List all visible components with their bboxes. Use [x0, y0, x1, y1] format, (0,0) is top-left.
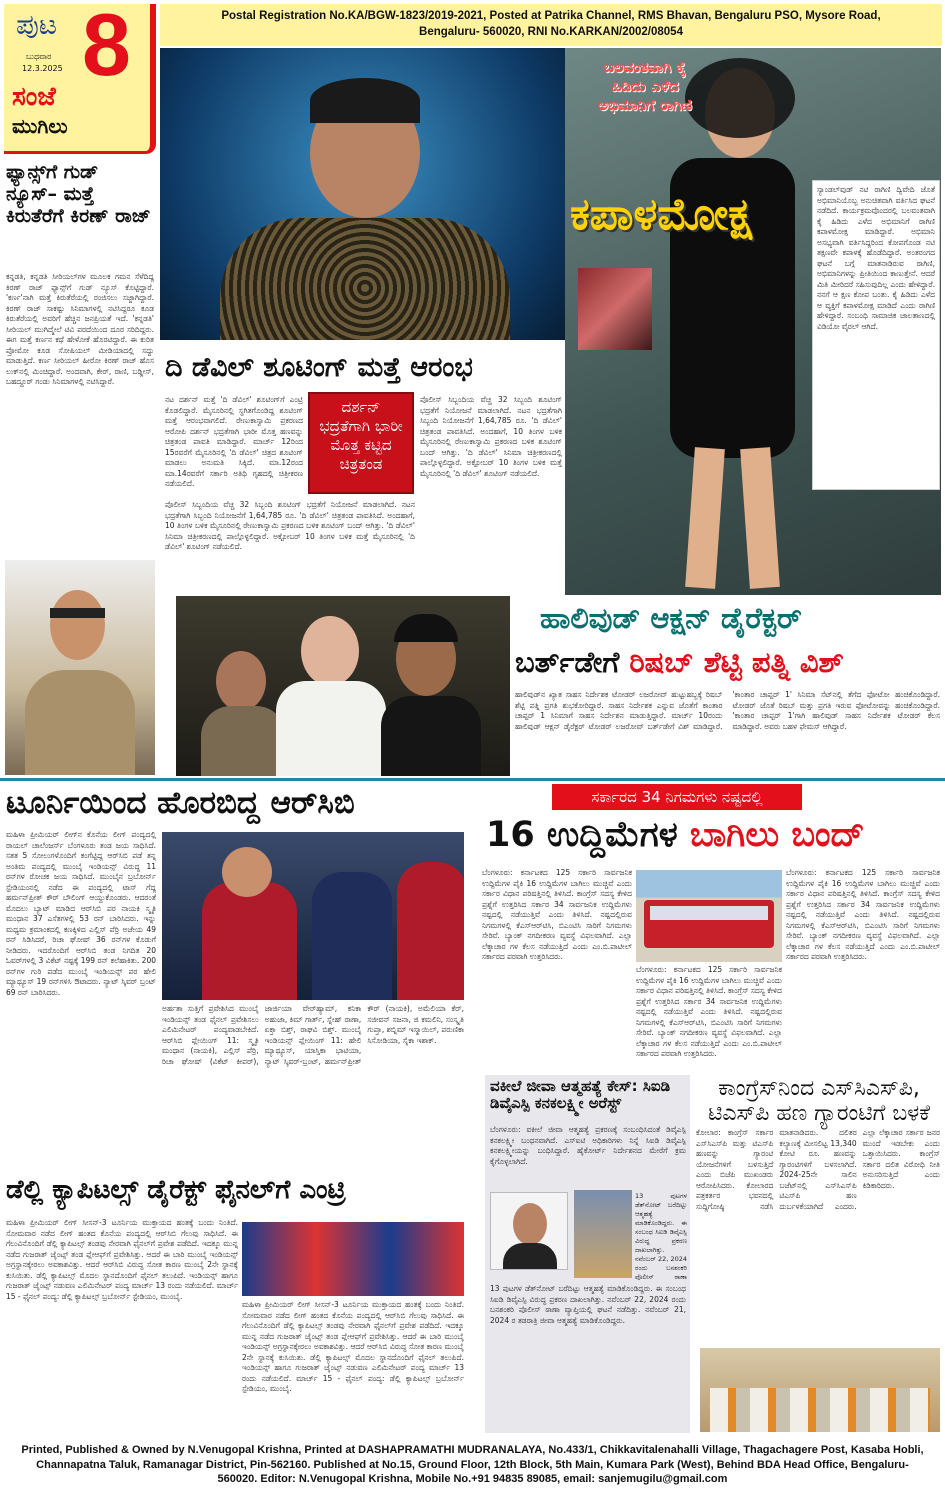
boards-headline — [486, 815, 864, 855]
boards-headline-a: 16 ಉದ್ದಿಮೆಗಳ — [486, 815, 690, 855]
paper-name-1: ಸಂಜೆ — [12, 82, 56, 112]
devil-body-left: ನಟ ದರ್ಶನ್ ಮತ್ತೆ 'ದಿ ಡೆವಿಲ್' ಶೂಟಿಂಗ್‌ಗೆ ಎಂಟ್ರಿ ಕೊಡಲಿದ್ದಾರೆ. ಮೈಸೂರಿನಲ್ಲಿ ಸ್ಥಗಿತಗೊಂಡಿದ್ದ ಶೂಟಿಂಗ್ ಮತ್ತೆ ಆರಂಭವಾಗಲಿದೆ. ರೇಣುಕಾಸ್ವಾಮಿ ಪ್ರಕರಣದ ಆರೋಪಿ ದರ್ಶನ್ ಭದ್ರತೆಗಾಗಿ ಭಾರೀ ಮೊತ್ತ ಹಣವನ್ನು ಚಿತ್ರತಂಡ ಪಾವತಿ ಮಾಡಿದ್ದಾರೆ. ಮಾರ್ಚ್ 12ರಿಂದ 15ರವರೆಗೆ ಮೈಸೂರಿನಲ್ಲಿ 'ದಿ ಡೆವಿಲ್' ಚಿತ್ರದ ಶೂಟಿಂಗ್ ಮಾಡಲು ಅನುಮತಿ ಸಿಕ್ಕಿದೆ. ಮಾ.12ರಂದ ಮಾ.14ರವರೆಗೆ ಸರ್ಕಾರಿ ಅತಿಥಿ ಗೃಹದಲ್ಲಿ ಚಿತ್ರೀಕರಣ ನಡೆಯಲಿದೆ. — [165, 395, 303, 488]
rishab-headline-2 — [515, 646, 844, 679]
congress-headline: ಕಾಂಗ್ರೆಸ್‌ನಿಂದ ಎಸ್‌ಸಿಎಸ್‌ಪಿ, ಟಿಎಸ್‌ಪಿ ಹಣ ಗ್ಯಾರಂಟಿಗೆ ಬಳಕೆ — [707, 1076, 931, 1127]
kiran-raj-photo — [5, 560, 155, 775]
ragini-kicker: ಬಲವಂತವಾಗಿ ಕೈ ಹಿಡಿದು ಎಳೆದ ಅಭಿಮಾನಿಗೆ ರಾಗಿಣಿ — [598, 58, 692, 114]
boards-body-3: ಬೆಂಗಳೂರು: ಕರ್ನಾಟಕದ 125 ಸರ್ಕಾರಿ ಸಾರ್ವಜನಿಕ ಉದ್ದಿಮೆಗಳ ಪೈಕಿ 16 ಉದ್ದಿಮೆಗಳ ಬಾಗಿಲು ಮುಚ್ಚಿವೆ ಎಂದು ಸರ್ಕಾರ ವಿಧಾನ ಪರಿಷತ್ತಿನಲ್ಲಿ ತಿಳಿಸಿದೆ. ಕಾಂಗ್ರೆಸ್ ಸದಸ್ಯ ಕೇಳಿದ ಪ್ರಶ್ನೆಗೆ ಉತ್ತರಿಸಿದ ಸರ್ಕಾರ 34 ಸಾರ್ವಜನಿಕ ಉದ್ದಿಮೆಗಳು ನಷ್ಟದಲ್ಲಿ ನಡೆಯುತ್ತಿವೆ ಎಂದು ತಿಳಿಸಿದೆ. ನಷ್ಟದಲ್ಲಿರುವ ನಿಗಮಗಳಲ್ಲಿ ಕೆಎಸ್ಆರ್‌ಟಿಸಿ, ಬಿಎಂಟಿಸಿ ಸಾರಿಗೆ ನಿಗಮಗಳು ಸೇರಿವೆ. ಬ್ಯಾಂಕ್ ನಗದೀಕರಣ ವ್ಯವಸ್ಥೆ ವಿಫಲವಾಗಿದೆ. ಎಲ್ಲಾ ಲೆಕ್ಕಾಚಾರ ಗಳ ಕೆಲಸ ನಡೆಯುತ್ತಿದೆ ಎಂದು ಎಂ.ಬಿ.ಪಾಟೀಲ್ ಸರ್ಕಾರದ ಪರವಾಗಿ ಉತ್ತರಿಸಿದರು. — [786, 868, 940, 961]
page-word: ಪುಟ — [16, 8, 58, 41]
kiran-headline: ಫ್ಯಾನ್ಸ್‌ಗೆ ಗುಡ್ ನ್ಯೂಸ್– ಮತ್ತೆ ಕಿರುತೆರೆಗೆ ಕಿರಣ್ ರಾಜ್ — [6, 161, 151, 227]
rishab-body: ಹಾಲಿವುಡ್‌ನ ಖ್ಯಾತ ಸಾಹಸ ನಿರ್ದೇಶಕ ಟೋಡರ್ ಲಜರೋವ್ ಹುಟ್ಟುಹಬ್ಬಕ್ಕೆ ರಿಷಬ್ ಶೆಟ್ಟಿ ಪತ್ನಿ ಪ್ರಗತಿ ಶುಭಕೋರಿದ್ದಾರೆ. ಸಾಹಸ ನಿರ್ದೇಶಕ ಎನ್ನುವ ಜೊತೆಗೆ ಕಾಂತಾರ ಚಾಪ್ಟರ್ 1 ಸಿನಿಮಾಗೆ ಸಾಹಸ ನಿರ್ದೇಶನ ಮಾಡುತ್ತಿದ್ದಾರೆ. ಮಾರ್ಚ್ 10ರಂದು ಹಾಲಿವುಡ್ ಆಕ್ಷನ್ ಡೈರೆಕ್ಟರ್ ಟೋಡರ್ ಲಜರೋವ್ ಬರ್ತ್‌ಡೇಗೆ ವಿಶ್ ಮಾಡಿದ್ದಾರೆ. 'ಕಾಂತಾರ ಚಾಪ್ಟರ್ 1' ಸಿನಿಮಾ ಸೆಟ್‌ನಲ್ಲಿ ತೆಗೆದ ಫೋಟೋ ಹಂಚಿಕೊಂಡಿದ್ದಾರೆ. ಟೋಡರ್ ಜೊತೆ ರಿಷಬ್ ಮತ್ತು ಪ್ರಗತಿ ಇರುವ ಫೋಟೋವನ್ನು ಹಂಚಿಕೊಂಡಿದ್ದಾರೆ. 'ಕಾಂತಾರ ಚಾಪ್ಟರ್ 1'ಗಾಗಿ ಹಾಲಿವುಡ್ ಸಾಹಸ ನಿರ್ದೇಶಕ ಟೋಡರ್ ಕೆಲಸ ಮಾಡಿದ್ದಾರೆ. ಅವರು ಬಹಳ ಫೇಮಸ್ ಆಗಿದ್ದಾರೆ. — [515, 690, 940, 731]
devil-body-right: ಪೊಲೀಸ್ ಸಿಬ್ಬಂದಿಯ ವೆಚ್ಚ 32 ಸಿಬ್ಬಂದಿ ಶೂಟಿಂಗ್ ಭದ್ರತೆಗೆ ನಿಯೋಜನೆ ಮಾಡಲಾಗಿದೆ. ನಟನ ಭದ್ರತೆಗಾಗಿ ಸಿಬ್ಬಂದಿ ನಿಯೋಜನೆಗೆ 1,64,785 ರೂ. 'ದಿ ಡೆವಿಲ್' ಚಿತ್ರತಂಡ ಪಾವತಿಸಿದೆ. ಅಂದಹಾಗೆ, 10 ತಿಂಗಳ ಬಳಿಕ ಮೈಸೂರಿನಲ್ಲಿ ರೇಣುಕಾಸ್ವಾಮಿ ಪ್ರಕರಣದ ಬಳಿಕ ಶೂಟಿಂಗ್ ಬಂದ್ ಆಗಿತ್ತು. 'ದಿ ಡೆವಿಲ್' ಸಿನಿಮಾ ಚಿತ್ರೀಕರಣದಲ್ಲಿ ಪಾಲ್ಗೊಳ್ಳಲಿದ್ದಾರೆ. ಅಕ್ಟೋಬರ್ 10 ತಿಂಗಳ ಬಳಿಕ ಮತ್ತೆ ಮೈಸೂರಿನಲ್ಲಿ 'ದಿ ಡೆವಿಲ್' ಶೂಟಿಂಗ್ ನಡೆಯಲಿದೆ. — [420, 395, 562, 478]
congress-photo — [700, 1348, 940, 1432]
boards-kicker: ಸರ್ಕಾರದ 34 ನಿಗಮಗಳು ನಷ್ಟದಲ್ಲಿ — [552, 784, 802, 810]
masthead — [4, 0, 156, 154]
jeeva-photo — [490, 1192, 568, 1270]
boards-headline-b: ಬಾಗಿಲು ಬಂದ್ — [689, 815, 865, 855]
rcb-body-bottom: ಅರ್ಹತಾ ಸುತ್ತಿಗೆ ಪ್ರವೇಶಿಸಿದ ಮುಂಬೈ ಇಂಡಿಯನ್ಸ್ ತಂಡ ಫೈನಲ್ ಪ್ರವೇಶಿಸಲು ಎಲಿಮಿನೇಟರ್ ಪಂದ್ಯವಾಡಬೇಕಿದೆ. ಆರ್‌ಸಿಬಿ ಪ್ಲೇಯಿಂಗ್ 11: ಸ್ಮೃತಿ ಮಂಧಾನ (ನಾಯಕಿ), ಎಲ್ಲಿಸ್ ಪೆರ್ರಿ, ರಿಚಾ ಘೋಷ್ (ವಿಕೆಟ್ ಕೀಪರ್), ಜಾರ್ಜಿಯಾ ವೇರ್‌ಹ್ಯಾಮ್, ಕನಿಕಾ ಅಹುಜಾ, ಕಿಮ್ ಗಾರ್ತ್, ಸ್ನೇಹ್ ರಾಣಾ, ಏಕ್ತಾ ಬಿಶ್ತ್, ರಾಘವಿ ಬಿಶ್ತ್. ಮುಂಬೈ ಇಂಡಿಯನ್ಸ್ ಪ್ಲೇಯಿಂಗ್ 11: ಹೇಲಿ ಮ್ಯಾಥ್ಯೂಸ್, ಯಾಸ್ತಿಕಾ ಭಾಟಿಯಾ, ನ್ಯಾಟ್ ಸ್ಕಿವರ್-ಬ್ರಂಟ್, ಹರ್ಮನ್‌ಪ್ರೀತ್ ಕೌರ್ (ನಾಯಕಿ), ಅಮೆಲಿಯಾ ಕೆರ್, ಸಜೀವನ್ ಸಜನಾ, ಜಿ ಕಮಲಿನಿ, ಸಂಸ್ಕೃತಿ ಗುಪ್ತಾ, ಶಬ್ನಿಮ್ ಇಸ್ಮಾಯಿಲ್, ಪರುಣಿಕಾ ಸಿಸೋಡಿಯಾ, ಸೈಕಾ ಇಶಾಕ್. — [162, 1004, 464, 1066]
darshan-photo — [160, 48, 565, 340]
delhi-body: ಮಹಿಳಾ ಪ್ರೀಮಿಯರ್ ಲೀಗ್ ಸೀಸನ್-3 ಟೂರ್ನಿಯ ಮುಕ್ತಾಯದ ಹಂತಕ್ಕೆ ಬಂದು ನಿಂತಿದೆ. ಸೋಮವಾರ ನಡೆದ ಲೀಗ್ ಹಂತದ ಕೊನೆಯ ಪಂದ್ಯದಲ್ಲಿ ಆರ್‌ಸಿಬಿ ಗೆಲುವು ಸಾಧಿಸಿದೆ. ಈ ಗೆಲುವಿನೊಂದಿಗೆ ಡೆಲ್ಲಿ ಕ್ಯಾಪಿಟಲ್ಸ್ ತಂಡವು ನೇರವಾಗಿ ಫೈನಲ್‌ಗೆ ಪ್ರವೇಶ ಪಡೆದಿದೆ. ಇದಕ್ಕೂ ಮುನ್ನ ನಡೆದ ಗುಜರಾತ್ ಜೈಂಟ್ಸ್ ತಂಡ ಪ್ಲೇಆಫ್‌ಗೆ ಪ್ರವೇಶಿಸಿತ್ತು. ಆದರೆ ಈ ಬಾರಿ ಮುಂಬೈ ಇಂಡಿಯನ್ಸ್ ಅಗ್ರಸ್ಥಾನಕ್ಕೇರಲು ಅವಕಾಶವಿತ್ತು. ಆದರೆ ಆರ್‌ಸಿಬಿ ವಿರುದ್ಧ ಸೋತ ಕಾರಣ ಮುಂಬೈ 2ನೇ ಸ್ಥಾನಕ್ಕೆ ಕುಸಿಯಿತು. ಡೆಲ್ಲಿ ಕ್ಯಾಪಿಟಲ್ಸ್ ಮೊದಲ ಸ್ಥಾನದೊಂದಿಗೆ ಫೈನಲ್ ತಲುಪಿದೆ. ಇಂಡಿಯನ್ಸ್ ಹಾಗೂ ಗುಜರಾತ್ ಜೈಂಟ್ಸ್ ನಡುವಣ ಎಲಿಮಿನೇಟರ್ ಪಂದ್ಯ ಮಾರ್ಚ್ 13 ರಂದು ನಡೆಯಲಿದೆ. ಮಾರ್ಚ್ 15 - ಫೈನಲ್ ಪಂದ್ಯ: ಡೆಲ್ಲಿ ಕ್ಯಾಪಿಟಲ್ಸ್ ಬ್ರಬೋರ್ನ್ ಸ್ಟೇಡಿಯಂ, ಮುಂಬೈ. — [6, 1218, 238, 1301]
rishab-headline-1: ಹಾಲಿವುಡ್ ಆಕ್ಷನ್ ಡೈರೆಕ್ಟರ್ — [540, 601, 802, 635]
congress-body: ಕೋಲಾರ: ಕಾಂಗ್ರೆಸ್ ಸರ್ಕಾರ ಎಸ್‌ಸಿಎಸ್‌ಪಿ ಮತ್ತು ಟಿಎಸ್‌ಪಿ ಹಣವನ್ನು ಗ್ಯಾರಂಟಿ ಯೋಜನೆಗಳಿಗೆ ಬಳಸುತ್ತಿದೆ ಎಂದು ಬಿಜೆಪಿ ಮುಖಂಡರು ಆರೋಪಿಸಿದರು. ಕೋಲಾರದ ಪತ್ರಕರ್ತರ ಭವನದಲ್ಲಿ ಸುದ್ದಿಗೋಷ್ಠಿ ನಡೆಸಿ ಮಾತನಾಡಿದರು. ದಲಿತರ ಕಲ್ಯಾಣಕ್ಕೆ ಮೀಸಲಿಟ್ಟ 13,340 ಕೋಟಿ ರೂ. ಹಣವನ್ನು ಗ್ಯಾರಂಟಿಗಳಿಗೆ ಬಳಸಲಾಗಿದೆ. 2024-25ನೇ ಸಾಲಿನ ಬಜೆಟ್‌ನಲ್ಲಿ ಎಸ್‌ಸಿಎಸ್‌ಪಿ ಟಿಎಸ್‌ಪಿ ಹಣ ದುರ್ಬಳಕೆಯಾಗಿದೆ ಎಂದರು. ಎಲ್ಲಾ ಲೆಕ್ಕಾಚಾರ ಸರ್ಕಾರ ಜನರ ಮುಂದೆ ಇಡಬೇಕು ಎಂದು ಒತ್ತಾಯಿಸಿದರು. ಕಾಂಗ್ರೆಸ್ ಸರ್ಕಾರ ದಲಿತ ವಿರೋಧಿ ನೀತಿ ಅನುಸರಿಸುತ್ತಿದೆ ಎಂದು ಕಿಡಿಕಾರಿದರು. — [696, 1128, 940, 1211]
delhi-photo — [242, 1222, 464, 1296]
jeeva-headline: ವಕೀಲೆ ಜೀವಾ ಆತ್ಮಹತ್ಯೆ ಕೇಸ್: ಸಿಐಡಿ ಡಿವೈಎಸ್ಪಿ ಕನಕಲಕ್ಷ್ಮೀ ಅರೆಸ್ಟ್ — [490, 1077, 671, 1113]
devil-callout: ದರ್ಶನ್ ಭದ್ರತೆಗಾಗಿ ಭಾರೀ ಮೊತ್ತ ಕಟ್ಟಿದ ಚಿತ್ರತಂಡ — [308, 392, 414, 494]
issue-date: 12.3.2025 — [22, 64, 63, 73]
kiran-body: ಕನ್ನಡತಿ, ಕನ್ನಡತಿ ಸೀರಿಯಲ್‌ಗಳ ಮೂಲಕ ಗಮನ ಸೆಳೆದಿದ್ದ ಕಿರಣ್ ರಾಜ್ ಫ್ಯಾನ್ಸ್‌ಗೆ ಗುಡ್ ನ್ಯೂಸ್ ಕೊಟ್ಟಿದ್ದಾರೆ. 'ಕರ್ಣ'ನಾಗಿ ಮತ್ತೆ ಕಿರುತೆರೆಯಲ್ಲಿ ರಂಜಿಸಲು ಸಜ್ಜಾಗಿದ್ದಾರೆ. ಕಿರಣ್ ರಾಜ್ ಸಾಕಷ್ಟು ಸಿನಿಮಾಗಳಲ್ಲಿ ನಟಿಸಿದ್ದರೂ ಕೂಡ ಕಿರುತೆರೆಯಲ್ಲಿ ಅವರಿಗೆ ಹೆಚ್ಚಿನ ಜನಪ್ರಿಯತೆ ಇದೆ. 'ಕನ್ನಡತಿ' ಸೀರಿಯಲ್ ಮುಗಿದ್ಮೇಲೆ ಟಿವಿ ಪರದೆಯಿಂದ ದೂರ ಸರಿದಿದ್ದರು. ಈಗ ಮತ್ತೆ ಕರ್ಣನ ಕಥೆ ಹೇಳೋಕೆ ಹೊರಟಿದ್ದಾರೆ. ಈ ಕುರಿತ ಪ್ರೋಮೋ ಕೂಡ ಸೋಷಿಯಲ್ ಮೀಡಿಯಾದಲ್ಲಿ ಸದ್ದು ಮಾಡುತ್ತಿದೆ. ಕರ್ಣ ಸೀರಿಯಲ್ ಹೀರೋ ಕಿರಣ್ ರಾಜ್ ಹೊಸ ಲುಕ್‌ನಲ್ಲಿ ಮಿಂಚಿದ್ದಾರೆ. ಅಂದವಾಗಿ, ಕೇರ್, ರಾಣಿ, ಬಡ್ಡೀಸ್, ಬಹದ್ದೂರ್ ಗಂಡು ಸಿನಿಮಾಗಳಲ್ಲಿ ನಟಿಸಿದ್ದಾರೆ. — [6, 272, 154, 386]
rcb-photo — [162, 832, 464, 1000]
jeeva-body: ಬೆಂಗಳೂರು: ವಕೀಲೆ ಜೀವಾ ಆತ್ಮಹತ್ಯೆ ಪ್ರಕರಣಕ್ಕೆ ಸಂಬಂಧಿಸಿದಂತೆ ಡಿವೈಎಸ್ಪಿ ಕನಕಲಕ್ಷ್ಮೀ ಬಂಧನವಾಗಿದೆ. ಎಸ್‌ಐಟಿ ಅಧಿಕಾರಿಗಳು ನಿನ್ನೆ ಸಿಐಡಿ ಡಿವೈಎಸ್ಪಿ ಕನಕಲಕ್ಷ್ಮೀಯನ್ನು ಬಂಧಿಸಿದ್ದಾರೆ. ಹೈಕೋರ್ಟ್ ನಿರ್ದೇಶನದ ಮೇರೆಗೆ ಕ್ರಮ ಕೈಗೊಳ್ಳಲಾಗಿದೆ. — [490, 1125, 686, 1166]
devil-body-left2: ಪೊಲೀಸ್ ಸಿಬ್ಬಂದಿಯ ವೆಚ್ಚ 32 ಸಿಬ್ಬಂದಿ ಶೂಟಿಂಗ್ ಭದ್ರತೆಗೆ ನಿಯೋಜನೆ ಮಾಡಲಾಗಿದೆ. ನಟನ ಭದ್ರತೆಗಾಗಿ ಸಿಬ್ಬಂದಿ ನಿಯೋಜನೆಗೆ 1,64,785 ರೂ. 'ದಿ ಡೆವಿಲ್' ಚಿತ್ರತಂಡ ಪಾವತಿಸಿದೆ. ಅಂದಹಾಗೆ, 10 ತಿಂಗಳ ಬಳಿಕ ಮೈಸೂರಿನಲ್ಲಿ ರೇಣುಕಾಸ್ವಾಮಿ ಪ್ರಕರಣದ ಬಳಿಕ ಶೂಟಿಂಗ್ ಬಂದ್ ಆಗಿತ್ತು. 'ದಿ ಡೆವಿಲ್' ಸಿನಿಮಾ ಚಿತ್ರೀಕರಣದಲ್ಲಿ ಪಾಲ್ಗೊಳ್ಳಲಿದ್ದಾರೆ. ಅಕ್ಟೋಬರ್ 10 ತಿಂಗಳ ಬಳಿಕ ಮತ್ತೆ ಮೈಸೂರಿನಲ್ಲಿ 'ದಿ ಡೆವಿಲ್' ಶೂಟಿಂಗ್ ನಡೆಯಲಿದೆ. — [165, 500, 415, 551]
rishab-headline-2b: ರಿಷಬ್ ಶೆಟ್ಟಿ ಪತ್ನಿ ವಿಶ್ — [629, 645, 844, 679]
boards-body-2: ಬೆಂಗಳೂರು: ಕರ್ನಾಟಕದ 125 ಸರ್ಕಾರಿ ಸಾರ್ವಜನಿಕ ಉದ್ದಿಮೆಗಳ ಪೈಕಿ 16 ಉದ್ದಿಮೆಗಳ ಬಾಗಿಲು ಮುಚ್ಚಿವೆ ಎಂದು ಸರ್ಕಾರ ವಿಧಾನ ಪರಿಷತ್ತಿನಲ್ಲಿ ತಿಳಿಸಿದೆ. ಕಾಂಗ್ರೆಸ್ ಸದಸ್ಯ ಕೇಳಿದ ಪ್ರಶ್ನೆಗೆ ಉತ್ತರಿಸಿದ ಸರ್ಕಾರ 34 ಸಾರ್ವಜನಿಕ ಉದ್ದಿಮೆಗಳು ನಷ್ಟದಲ್ಲಿ ನಡೆಯುತ್ತಿವೆ ಎಂದು ತಿಳಿಸಿದೆ. ನಷ್ಟದಲ್ಲಿರುವ ನಿಗಮಗಳಲ್ಲಿ ಕೆಎಸ್ಆರ್‌ಟಿಸಿ, ಬಿಎಂಟಿಸಿ ಸಾರಿಗೆ ನಿಗಮಗಳು ಸೇರಿವೆ. ಬ್ಯಾಂಕ್ ನಗದೀಕರಣ ವ್ಯವಸ್ಥೆ ವಿಫಲವಾಗಿದೆ. ಎಲ್ಲಾ ಲೆಕ್ಕಾಚಾರ ಗಳ ಕೆಲಸ ನಡೆಯುತ್ತಿದೆ ಎಂದು ಎಂ.ಬಿ.ಪಾಟೀಲ್ ಸರ್ಕಾರದ ಪರವಾಗಿ ಉತ್ತರಿಸಿದರು. — [636, 965, 782, 1058]
devil-headline: ದಿ ಡೆವಿಲ್ ಶೂಟಿಂಗ್ ಮತ್ತೆ ಆರಂಭ — [165, 352, 473, 383]
bus-photo — [636, 870, 782, 962]
page-number: 8 — [82, 0, 131, 94]
ragini-body: ಸ್ಯಾಂಡಲ್‌ವುಡ್ ನಟಿ ರಾಗಿಣಿ ದ್ವಿವೇದಿ ಜೊತೆ ಅಭಿಮಾನಿಯೊಬ್ಬ ಅನುಚಿತವಾಗಿ ವರ್ತಿಸಿದ ಘಟನೆ ನಡೆದಿದೆ. ಕಾರ್ಯಕ್ರಮವೊಂದರಲ್ಲಿ ಬಲವಂತವಾಗಿ ಕೈ ಹಿಡಿದು ಎಳೆದ ಅಭಿಮಾನಿಗೆ ರಾಗಿಣಿ ಕಪಾಳಮೋಕ್ಷ ಮಾಡಿದ್ದಾರೆ. ಅಭಿಮಾನಿ ಅಸಭ್ಯವಾಗಿ ವರ್ತಿಸಿದ್ದರಿಂದ ಕೋಪಗೊಂಡ ನಟಿ ತಕ್ಷಣವೇ ಕಪಾಳಕ್ಕೆ ಹೊಡೆದಿದ್ದಾರೆ. ಅಂತರಂಗದ ಘಟನೆ ಬಗ್ಗೆ ಮಾತನಾಡಿರುವ ರಾಗಿಣಿ, ಅಭಿಮಾನಿಗಳನ್ನು ಪ್ರೀತಿಯಿಂದ ಕಾಣುತ್ತೇನೆ. ಆದರೆ ಮಿತಿ ಮೀರಿದರೆ ಸಹಿಸುವುದಿಲ್ಲ ಎಂದು ಹೇಳಿದ್ದಾರೆ. ನನಗೆ ಆ ಕ್ಷಣ ಕೋಪ ಬಂತು. ಕೈ ಹಿಡಿದು ಎಳೆದ ಆ ವ್ಯಕ್ತಿಗೆ ಕಪಾಳಮೋಕ್ಷ ಮಾಡಿದೆ ಎಂದು ರಾಗಿಣಿ ಹೇಳಿದ್ದಾರೆ. ಸಂಬಂಧಿ ಸಾಮಾಜಿಕ ಜಾಲತಾಣದಲ್ಲಿ ವಿಡಿಯೋ ವೈರಲ್ ಆಗಿದೆ. — [812, 180, 940, 490]
section-divider — [0, 778, 945, 781]
paper-name-2: ಮುಗಿಲು — [12, 114, 68, 138]
delhi-headline: ಡೆಲ್ಲಿ ಕ್ಯಾಪಿಟಲ್ಸ್ ಡೈರೆಕ್ಟ್ ಫೈನಲ್‌ಗೆ ಎಂಟ್ರಿ — [6, 1175, 346, 1205]
ragini-inset-photo — [578, 268, 652, 350]
issue-day: ಬುಧವಾರ — [26, 52, 52, 61]
postal-registration: Postal Registration No.KA/BGW-1823/2019-2021, Posted at Patrika Channel, RMS Bhavan, Bengaluru PSO, Mysore Road, Bengaluru- 560020, RNI No.KARKAN/2002/08054 — [160, 4, 942, 46]
rishab-headline-2a: ಬರ್ತ್‌ಡೇಗೆ — [515, 645, 630, 679]
boards-body: ಬೆಂಗಳೂರು: ಕರ್ನಾಟಕದ 125 ಸರ್ಕಾರಿ ಸಾರ್ವಜನಿಕ ಉದ್ದಿಮೆಗಳ ಪೈಕಿ 16 ಉದ್ದಿಮೆಗಳ ಬಾಗಿಲು ಮುಚ್ಚಿವೆ ಎಂದು ಸರ್ಕಾರ ವಿಧಾನ ಪರಿಷತ್ತಿನಲ್ಲಿ ತಿಳಿಸಿದೆ. ಕಾಂಗ್ರೆಸ್ ಸದಸ್ಯ ಕೇಳಿದ ಪ್ರಶ್ನೆಗೆ ಉತ್ತರಿಸಿದ ಸರ್ಕಾರ 34 ಸಾರ್ವಜನಿಕ ಉದ್ದಿಮೆಗಳು ನಷ್ಟದಲ್ಲಿ ನಡೆಯುತ್ತಿವೆ ಎಂದು ತಿಳಿಸಿದೆ. ನಷ್ಟದಲ್ಲಿರುವ ನಿಗಮಗಳಲ್ಲಿ ಕೆಎಸ್ಆರ್‌ಟಿಸಿ, ಬಿಎಂಟಿಸಿ ಸಾರಿಗೆ ನಿಗಮಗಳು ಸೇರಿವೆ. ಬ್ಯಾಂಕ್ ನಗದೀಕರಣ ವ್ಯವಸ್ಥೆ ವಿಫಲವಾಗಿದೆ. ಎಲ್ಲಾ ಲೆಕ್ಕಾಚಾರ ಗಳ ಕೆಲಸ ನಡೆಯುತ್ತಿದೆ ಎಂದು ಎಂ.ಬಿ.ಪಾಟೀಲ್ ಸರ್ಕಾರದ ಪರವಾಗಿ ಉತ್ತರಿಸಿದರು. — [482, 868, 632, 961]
rcb-headline: ಟೂರ್ನಿಯಿಂದ ಹೊರಬಿದ್ದ ಆರ್‌ಸಿಬಿ — [6, 785, 355, 821]
footer-imprint: Printed, Published & Owned by N.Venugopal Krishna, Printed at DASHAPRAMATHI MUDRANALAYA, No.433/1, Chikkavitalenahalli Village, Thagachagere Post, Kasaba Hobli, Channapatna Taluk, Ramanagar District, Pin-562160. Published at No.15, Ground Floor, 12th Block, 5th Main, Kumara Park (West), Behind BDA Head Office, Bengaluru-560020. Editor: N.Venugopal Krishna, Mobile No.+91 94835 89085, email: sanjemugilu@gmail.com — [21, 1444, 924, 1485]
delhi-body-2: ಮಹಿಳಾ ಪ್ರೀಮಿಯರ್ ಲೀಗ್ ಸೀಸನ್-3 ಟೂರ್ನಿಯ ಮುಕ್ತಾಯದ ಹಂತಕ್ಕೆ ಬಂದು ನಿಂತಿದೆ. ಸೋಮವಾರ ನಡೆದ ಲೀಗ್ ಹಂತದ ಕೊನೆಯ ಪಂದ್ಯದಲ್ಲಿ ಆರ್‌ಸಿಬಿ ಗೆಲುವು ಸಾಧಿಸಿದೆ. ಈ ಗೆಲುವಿನೊಂದಿಗೆ ಡೆಲ್ಲಿ ಕ್ಯಾಪಿಟಲ್ಸ್ ತಂಡವು ನೇರವಾಗಿ ಫೈನಲ್‌ಗೆ ಪ್ರವೇಶ ಪಡೆದಿದೆ. ಇದಕ್ಕೂ ಮುನ್ನ ನಡೆದ ಗುಜರಾತ್ ಜೈಂಟ್ಸ್ ತಂಡ ಪ್ಲೇಆಫ್‌ಗೆ ಪ್ರವೇಶಿಸಿತ್ತು. ಆದರೆ ಈ ಬಾರಿ ಮುಂಬೈ ಇಂಡಿಯನ್ಸ್ ಅಗ್ರಸ್ಥಾನಕ್ಕೇರಲು ಅವಕಾಶವಿತ್ತು. ಆದರೆ ಆರ್‌ಸಿಬಿ ವಿರುದ್ಧ ಸೋತ ಕಾರಣ ಮುಂಬೈ 2ನೇ ಸ್ಥಾನಕ್ಕೆ ಕುಸಿಯಿತು. ಡೆಲ್ಲಿ ಕ್ಯಾಪಿಟಲ್ಸ್ ಮೊದಲ ಸ್ಥಾನದೊಂದಿಗೆ ಫೈನಲ್ ತಲುಪಿದೆ. ಇಂಡಿಯನ್ಸ್ ಹಾಗೂ ಗುಜರಾತ್ ಜೈಂಟ್ಸ್ ನಡುವಣ ಎಲಿಮಿನೇಟರ್ ಪಂದ್ಯ ಮಾರ್ಚ್ 13 ರಂದು ನಡೆಯಲಿದೆ. ಮಾರ್ಚ್ 15 - ಫೈನಲ್ ಪಂದ್ಯ: ಡೆಲ್ಲಿ ಕ್ಯಾಪಿಟಲ್ಸ್ ಬ್ರಬೋರ್ನ್ ಸ್ಟೇಡಿಯಂ, ಮುಂಬೈ. — [242, 1300, 464, 1393]
kanakalakshmi-photo — [574, 1190, 632, 1278]
jeeva-body-2: 13 ಪುಟಗಳ ಡೆತ್‌ನೋಟ್ ಬರೆದಿಟ್ಟು ಆತ್ಮಹತ್ಯೆ ಮಾಡಿಕೊಂಡಿದ್ದರು. ಈ ಸಂಬಂಧ ಸಿಐಡಿ ಡಿವೈಎಸ್ಪಿ ವಿರುದ್ಧ ಪ್ರಕರಣ ದಾಖಲಾಗಿತ್ತು. ನವೆಂಬರ್ 22, 2024 ರಂದು ಬನಶಂಕರಿ ಪೊಲೀಸ್ ಠಾಣಾ — [635, 1192, 687, 1280]
rishab-photo — [176, 596, 510, 776]
ragini-headline: ಕಪಾಳಮೋಕ್ಷ — [570, 189, 753, 240]
jeeva-body-3: 13 ಪುಟಗಳ ಡೆತ್‌ನೋಟ್ ಬರೆದಿಟ್ಟು ಆತ್ಮಹತ್ಯೆ ಮಾಡಿಕೊಂಡಿದ್ದರು. ಈ ಸಂಬಂಧ ಸಿಐಡಿ ಡಿವೈಎಸ್ಪಿ ವಿರುದ್ಧ ಪ್ರಕರಣ ದಾಖಲಾಗಿತ್ತು. ನವೆಂಬರ್ 22, 2024 ರಂದು ಬನಶಂಕರಿ ಪೊಲೀಸ್ ಠಾಣಾ ವ್ಯಾಪ್ತಿಯಲ್ಲಿ ಘಟನೆ ನಡೆದಿತ್ತು. ನವೆಂಬರ್ 21, 2024 ರ ತಡರಾತ್ರಿ ಜೀವಾ ಆತ್ಮಹತ್ಯೆ ಮಾಡಿಕೊಂಡಿದ್ದರು. — [490, 1284, 686, 1325]
rcb-body-left: ಮಹಿಳಾ ಪ್ರೀಮಿಯರ್ ಲೀಗ್‌ನ ಕೊನೆಯ ಲೀಗ್ ಪಂದ್ಯದಲ್ಲಿ ರಾಯಲ್ ಚಾಲೆಂಜರ್ಸ್ ಬೆಂಗಳೂರು ತಂಡ ಜಯ ಸಾಧಿಸಿದೆ. ಸತತ 5 ಸೋಲುಗಳೊಂದಿಗೆ ಕಂಗೆಟ್ಟಿದ್ದ ಆರ್‌ಸಿಬಿ ಪಡೆ ತನ್ನ ಅಂತಿಮ ಪಂದ್ಯದಲ್ಲಿ ಮುಂಬೈ ಇಂಡಿಯನ್ಸ್ ವಿರುದ್ಧ 11 ರನ್‌ಗಳ ರೋಚಕ ಜಯ ಸಾಧಿಸಿದೆ. ಮುಂಬೈನ ಬ್ರಬೋರ್ನ್ ಸ್ಟೇಡಿಯಂನಲ್ಲಿ ನಡೆದ ಈ ಪಂದ್ಯದಲ್ಲಿ ಟಾಸ್ ಗೆದ್ದ ಹರ್ಮನ್‌ಪ್ರೀತ್ ಕೌರ್ ಬೌಲಿಂಗ್ ಆಯ್ದುಕೊಂಡರು. ಆದರಂತೆ ಮೊದಲು ಬ್ಯಾಟ್ ಮಾಡಿದ ಆರ್‌ಸಿಬಿ ಪರ ನಾಯಕಿ ಸ್ಮೃತಿ ಮಂಧಾನ 37 ಎಸೆತಗಳಲ್ಲಿ 53 ರನ್ ಬಾರಿಸಿದರು. ಇನ್ನು ಮಧ್ಯಮ ಕ್ರಮಾಂಕದಲ್ಲಿ ಕಣಕ್ಕಿಳಿದ ಎಲ್ಲಿಸ್ ಪೆರ್ರಿ ಅಜೇಯ 49 ರನ್ ಸಿಡಿಸಿದರೆ, ರಿಚಾ ಘೋಷ್ 36 ರನ್‌ಗಳ ಕೊಡುಗೆ ನೀಡಿದರು. ಇದರೊಂದಿಗೆ ಆರ್‌ಸಿಬಿ ತಂಡ ನಿಗದಿತ 20 ಓವರ್‌ಗಳಲ್ಲಿ 3 ವಿಕೆಟ್ ನಷ್ಟಕ್ಕೆ 199 ರನ್ ಕಲೆಹಾಕಿತು. 200 ರನ್‌ಗಳ ಗುರಿ ಪಡೆದ ಮುಂಬೈ ಇಂಡಿಯನ್ಸ್ ಪರ ಹೇಲಿ ಮ್ಯಾಥ್ಯೂಸ್ 19 ರನ್‌ಗಳಿಸಿ ಔಟಾದರು. ನ್ಯಾಟ್ ಸ್ಕಿವರ್ ಬ್ರಂಟ್ 69 ರನ್ ಬಾರಿಸಿದರು. — [6, 830, 156, 997]
